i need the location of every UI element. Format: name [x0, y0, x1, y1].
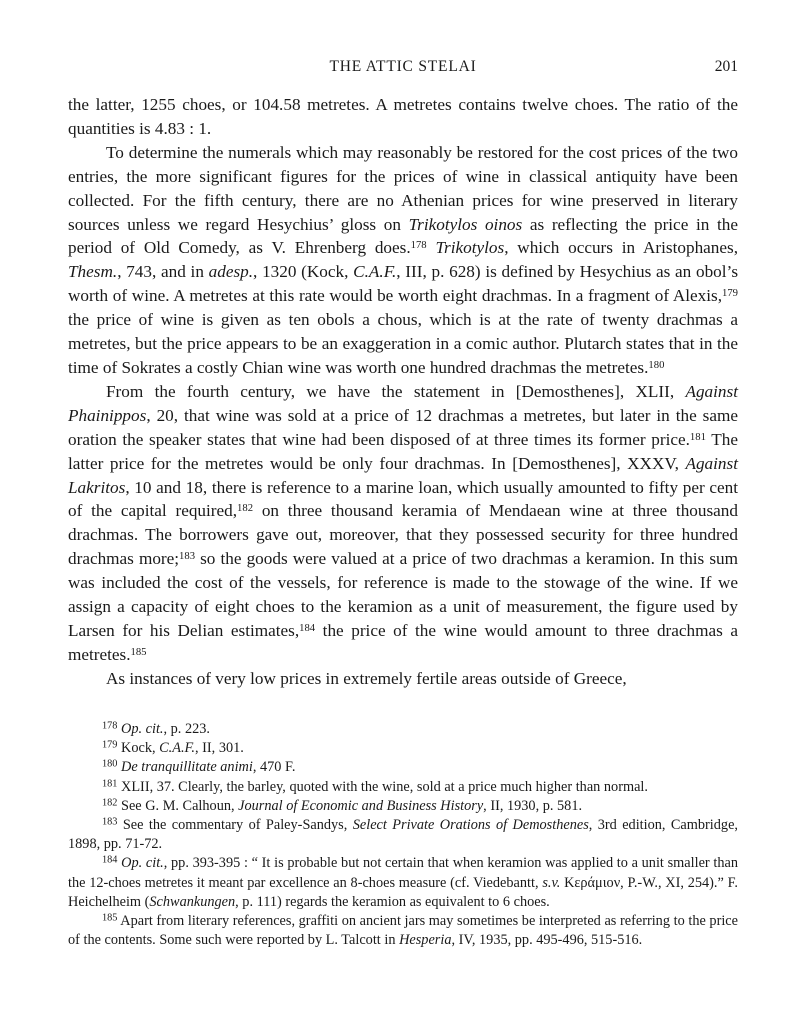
- page-number: 201: [714, 58, 738, 75]
- running-title: THE ATTIC STELAI: [329, 58, 477, 75]
- footnotes: [68, 720, 738, 950]
- footnote-ref-181[interactable]: 181: [689, 431, 706, 443]
- footnote-178: $^{178}$ Op. cit., p. 223.: [102, 720, 210, 737]
- footnote-179: $^{179}$ Kock, C.A.F., II, 301.: [102, 739, 244, 757]
- footnote-182: $^{182}$ See G. M. Calhoun, Journal of Economic and Business History, II, 1930, p. 581.: [102, 797, 583, 814]
- footnote-ref-179[interactable]: 179: [722, 288, 738, 300]
- footnote-ref-180[interactable]: 180: [648, 360, 665, 372]
- main-text: [68, 93, 738, 691]
- footnote-183: $^{183}$ See the commentary of Paley-Sandys, Select Private Orations of Demosthenes, 3rd edition, Cambridge, 1898, pp. 71-72.: [68, 816, 738, 853]
- footnote-185: $^{185}$ Apart from literary references, graffiti on ancient jars may sometimes be interpreted as referring to the price of the contents. Some such were reported by L. Talcott in Hesperia, IV, 1935, pp. 495-496, 515-516.: [68, 912, 739, 949]
- footnote-180: $^{180}$ De tranquillitate animi, 470 F.: [102, 758, 296, 776]
- footnote-ref-185[interactable]: 185: [130, 647, 147, 659]
- running-header: [68, 58, 738, 80]
- footnote-ref-184[interactable]: 184: [299, 623, 316, 635]
- paragraph-fourth-century: From the fourth century, we have the statement in [Demosthenes], XLII, Against Phainippos, 20, that wine was sold at a price of 12 drachmas a metretes, but later in the same oration the speaker states that wine had been disposed of at three times its former price.$^{181}$ The latter price for the metretes would be only four drachmas. In [Demosthenes], XXXV, Against Lakritos, 10 and 18, there is reference to a marine loan, which usually amounted to fifty per cent of the capital required,$^{182}$ on three thousand keramia of Mendaean wine at three thousand drachmas. The borrowers gave out, moreover, that they possessed security for three hundred drachmas more;$^{183}$ so the goods were valued at a price of two drachmas a keramion. In this sum was included the cost of the vessels, for reference is made to the stowage of the wine. If we assign a capacity of eight choes to the keramion as a unit of measurement, the figure used by Larsen for his Delian estimates,$^{184}$ the price of the wine would amount to three drachmas a metretes.$^{185}$: [68, 381, 738, 664]
- paragraph-continuation: the latter, 1255 choes, or 104.58 metretes. A metretes contains twelve choes. The ratio of the quantities is 4.83 : 1.: [68, 95, 738, 138]
- footnote-ref-178[interactable]: 178: [410, 240, 427, 252]
- paragraph-low-prices: As instances of very low prices in extremely fertile areas outside of Greece,: [106, 668, 627, 688]
- footnote-181: $^{181}$ XLII, 37. Clearly, the barley, quoted with the wine, sold at a price much higher than normal.: [102, 777, 648, 795]
- footnote-ref-182[interactable]: 182: [237, 503, 254, 515]
- paragraph-wine-prices: To determine the numerals which may reasonably be restored for the cost prices of the two entries, the more significant figures for the prices of wine in classical antiquity have been collected. For the fifth century, there are no Athenian prices for wine preserved in literary sources unless we regard Hesychius’ gloss on Trikotylos oinos as reflecting the price in the period of Old Comedy, as V. Ehrenberg does.$^{178}$ Trikotylos, which occurs in Aristophanes, Thesm., 743, and in adesp., 1320 (Kock, C.A.F., III, p. 628) is defined by Hesychius as an obol’s worth of wine. A metretes at this rate would be worth eight drachmas. In a fragment of Alexis,$^{179}$ the price of wine is given as ten obols a chous, which is at the rate of twenty drachmas a metretes, but the price appears to be an exaggeration in a comic author. Plutarch states that in the time of Sokrates a costly Chian wine was worth one hundred drachmas the metretes.$^{180}$: [68, 142, 739, 377]
- footnote-ref-183[interactable]: 183: [179, 551, 196, 563]
- footnote-184: $^{184}$ Op. cit., pp. 393-395 : “ It is probable but not certain that when keramion was applied to a unit smaller than the 12-choes metretes it meant par excellence an 8-choes measure (cf. Viedebantt, s.v. Κεράμιον, P.-W., XI, 254).” F. Heichelheim (Schwankungen, p. 111) regards the keramion as equivalent to 6 choes.: [68, 854, 738, 910]
